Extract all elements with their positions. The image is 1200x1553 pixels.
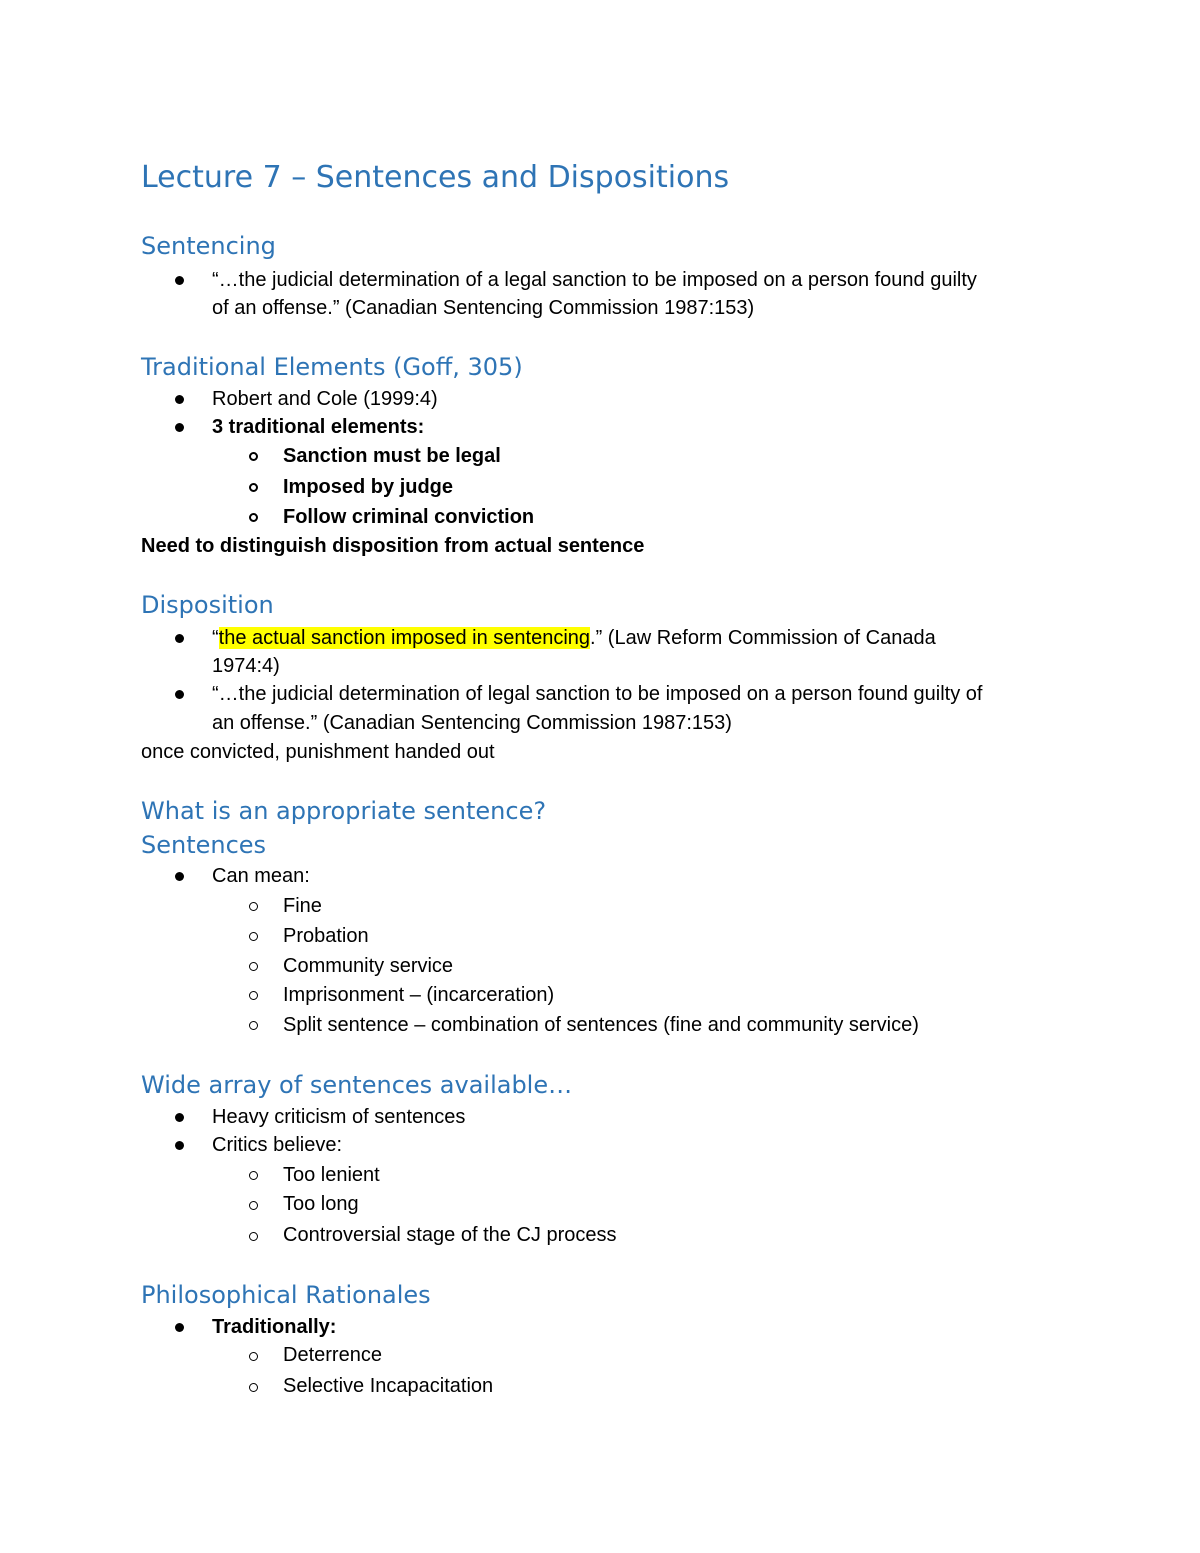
sentences-sub-1: Fine — [283, 895, 322, 917]
bullet-icon — [175, 634, 184, 643]
sub-bullet-icon — [249, 513, 258, 522]
sub-bullet-icon — [249, 991, 258, 1000]
traditional-sub-2: Imposed by judge — [283, 476, 454, 498]
sub-bullet-icon — [249, 1171, 258, 1180]
disposition-quote-2-line2: an offense.” (Canadian Sentencing Commission 1987:153) — [212, 712, 732, 734]
sentences-sub-2: Probation — [283, 925, 369, 947]
traditional-note: Need to distinguish disposition from actual sentence — [141, 535, 645, 557]
bullet-icon — [175, 1323, 184, 1332]
highlighted-text: the actual sanction imposed in sentencing — [218, 627, 591, 649]
heading-disposition: Disposition — [141, 591, 274, 619]
bullet-icon — [175, 1141, 184, 1150]
bullet-icon — [175, 690, 184, 699]
bullet-icon — [175, 395, 184, 404]
page-title: Lecture 7 – Sentences and Dispositions — [141, 160, 730, 195]
heading-philosophical-rationales: Philosophical Rationales — [141, 1281, 431, 1309]
traditional-sub-3: Follow criminal conviction — [283, 506, 535, 528]
philosophical-item-1: Traditionally: — [212, 1316, 337, 1338]
heading-wide-array: Wide array of sentences available… — [141, 1071, 573, 1099]
sentences-sub-4: Imprisonment – (incarceration) — [283, 984, 555, 1006]
heading-appropriate-sentence: What is an appropriate sentence? — [141, 797, 547, 825]
sub-bullet-icon — [249, 452, 258, 461]
sentencing-quote-line2: of an offense.” (Canadian Sentencing Commission 1987:153) — [212, 297, 755, 319]
traditional-item-2: 3 traditional elements: — [212, 416, 425, 438]
traditional-item-1: Robert and Cole (1999:4) — [212, 388, 438, 410]
wide-item-2: Critics believe: — [212, 1134, 343, 1156]
sub-bullet-icon — [249, 932, 258, 941]
heading-sentences: Sentences — [141, 831, 267, 859]
sub-bullet-icon — [249, 962, 258, 971]
wide-item-1: Heavy criticism of sentences — [212, 1106, 466, 1128]
sub-bullet-icon — [249, 1201, 258, 1210]
sentences-sub-3: Community service — [283, 955, 454, 977]
wide-sub-3: Controversial stage of the CJ process — [283, 1224, 617, 1246]
philosophical-sub-2: Selective Incapacitation — [283, 1375, 494, 1397]
heading-traditional-elements: Traditional Elements (Goff, 305) — [141, 353, 523, 381]
sentences-item-1: Can mean: — [212, 865, 310, 887]
sub-bullet-icon — [249, 1352, 258, 1361]
bullet-icon — [175, 276, 184, 285]
open-quote: “ — [212, 627, 219, 649]
wide-sub-1: Too lenient — [283, 1164, 380, 1186]
sub-bullet-icon — [249, 1383, 258, 1392]
disposition-note: once convicted, punishment handed out — [141, 741, 495, 763]
disposition-quote-2-line1: “…the judicial determination of legal sanction to be imposed on a person found guilty of — [212, 683, 983, 705]
bullet-icon — [175, 423, 184, 432]
quote-1-rest: .” (Law Reform Commission of Canada — [590, 627, 936, 649]
philosophical-sub-1: Deterrence — [283, 1344, 382, 1366]
sentencing-quote-line1: “…the judicial determination of a legal sanction to be imposed on a person found guilty — [212, 269, 977, 291]
wide-sub-2: Too long — [283, 1193, 359, 1215]
bullet-icon — [175, 872, 184, 881]
disposition-quote-1-line1 — [212, 624, 936, 652]
disposition-quote-1-line2: 1974:4) — [212, 655, 280, 677]
sub-bullet-icon — [249, 902, 258, 911]
sub-bullet-icon — [249, 483, 258, 492]
sub-bullet-icon — [249, 1232, 258, 1241]
sub-bullet-icon — [249, 1021, 258, 1030]
sentences-sub-5: Split sentence – combination of sentences (fine and community service) — [283, 1014, 919, 1036]
heading-sentencing: Sentencing — [141, 232, 276, 260]
bullet-icon — [175, 1113, 184, 1122]
traditional-sub-1: Sanction must be legal — [283, 445, 501, 467]
